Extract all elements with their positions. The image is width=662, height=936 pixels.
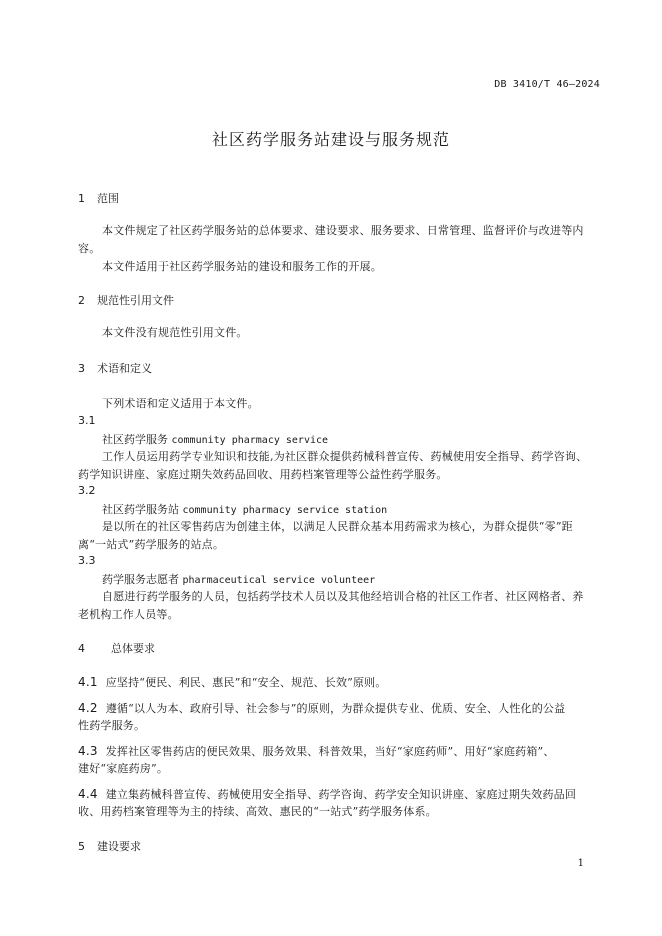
term-chinese: 社区药学服务	[102, 433, 168, 446]
term-entry	[102, 571, 375, 587]
paragraph: 本文件没有规范性引用文件。	[102, 326, 248, 339]
requirement-number: 4.2	[78, 701, 98, 715]
section-heading-1	[78, 190, 119, 206]
section-title: 总体要求	[111, 642, 155, 655]
term-chinese: 药学服务志愿者	[102, 573, 179, 586]
term-english: community pharmacy service station	[182, 505, 388, 516]
paragraph-line: 本文件规定了社区药学服务站的总体要求、建设要求、服务要求、日常管理、监督评价与改进等内	[102, 224, 584, 237]
definition-line: 是以所在的社区零售药店为创建主体，以满足人民群众基本用药需求为核心，为群众提供“零”距	[102, 520, 573, 533]
section-number: 2	[78, 294, 85, 307]
requirement-number: 4.3	[78, 744, 98, 758]
definition-line: 药学知识讲座、家庭过期失效药品回收、用药档案管理等公益性药学服务。	[78, 468, 448, 481]
section-heading-5	[78, 838, 141, 854]
paragraph: 下列术语和定义适用于本文件。	[102, 397, 259, 410]
definition-line: 工作人员运用药学专业知识和技能,为社区群众提供药械科普宣传、药械使用安全指导、药学咨询、	[102, 450, 588, 463]
section-heading-4	[78, 640, 155, 656]
term-english: community pharmacy service	[171, 435, 329, 446]
term-number: 3.2	[78, 484, 96, 497]
term-english: pharmaceutical service volunteer	[182, 575, 376, 586]
term-chinese: 社区药学服务站	[102, 503, 179, 516]
section-title: 规范性引用文件	[97, 294, 174, 307]
definition-line: 老机构工作人员等。	[78, 608, 179, 621]
section-number: 3	[78, 362, 85, 375]
requirement-text: 遵循“以人为本、政府引导、社会参与”的原则，为群众提供专业、优质、安全、人性化的公益	[105, 702, 566, 715]
requirement-text: 建立集药械科普宣传、药械使用安全指导、药学咨询、药学安全知识讲座、家庭过期失效药品回	[105, 788, 577, 801]
page-number: 1	[577, 858, 584, 869]
requirement-text: 应坚持“便民、利民、惠民”和“安全、规范、长效”原则。	[105, 676, 387, 689]
requirement-number: 4.4	[78, 787, 98, 801]
term-number: 3.1	[78, 414, 96, 427]
requirement-text: 发挥社区零售药店的便民效果、服务效果、科普效果，当好“家庭药师”、用好“家庭药箱”、	[105, 745, 555, 758]
requirement-number: 4.1	[78, 675, 98, 689]
term-entry	[102, 431, 328, 447]
requirement-item	[78, 785, 601, 804]
section-number: 4	[78, 642, 85, 655]
term-entry	[102, 501, 387, 517]
section-heading-3	[78, 360, 152, 376]
requirement-continuation: 收、用药档案管理等为主的持续、高效、惠民的“一站式”药学服务体系。	[78, 805, 437, 818]
term-number: 3.3	[78, 554, 96, 567]
requirement-item	[78, 673, 601, 692]
requirement-item	[78, 699, 601, 718]
definition-line: 离“一站式”药学服务的站点。	[78, 538, 225, 551]
section-title: 范围	[97, 192, 119, 205]
paragraph: 本文件适用于社区药学服务站的建设和服务工作的开展。	[102, 260, 382, 273]
document-id: DB 3410/T 46—2024	[494, 79, 600, 90]
requirement-continuation: 性药学服务。	[78, 719, 146, 732]
requirement-item	[78, 742, 601, 761]
requirement-continuation: 建好“家庭药房”。	[78, 762, 169, 775]
definition-line: 自愿进行药学服务的人员，包括药学技术人员以及其他经培训合格的社区工作者、社区网格者、养	[102, 590, 584, 603]
section-number: 5	[78, 840, 85, 853]
section-heading-2	[78, 292, 174, 308]
page-title: 社区药学服务站建设与服务规范	[211, 130, 450, 149]
section-number: 1	[78, 192, 85, 205]
section-title: 建设要求	[97, 840, 141, 853]
paragraph-line: 容。	[78, 242, 101, 255]
section-title: 术语和定义	[97, 362, 152, 375]
